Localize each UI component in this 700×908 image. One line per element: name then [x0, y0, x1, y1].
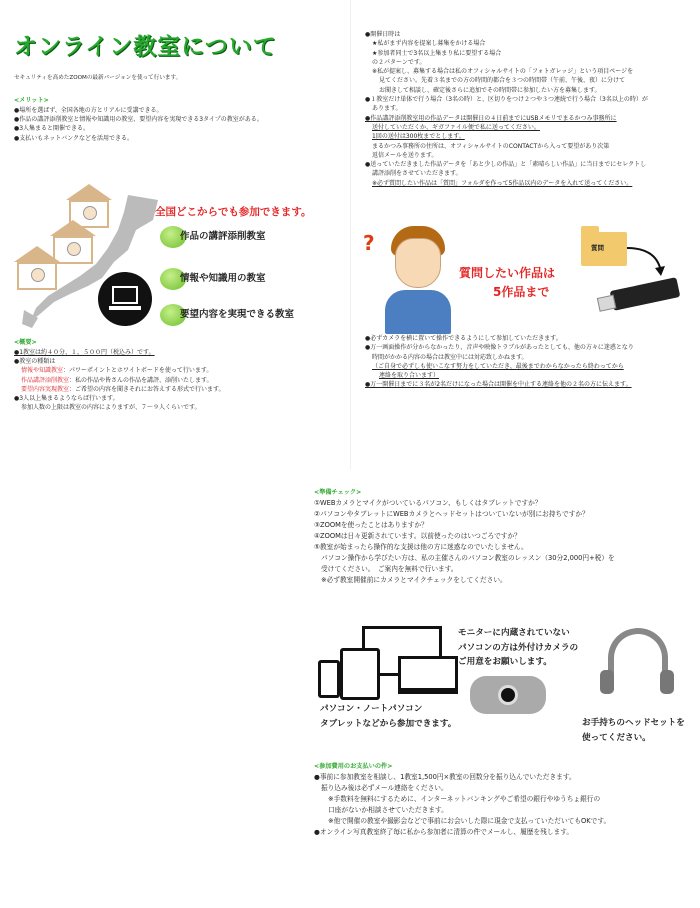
check-list: [314, 498, 615, 586]
question-mark-icon: ?: [363, 231, 375, 255]
page-1: [0, 0, 350, 470]
computer-icon: [98, 272, 152, 326]
text-line: 連絡を取り合います）: [379, 372, 440, 380]
text-line: 受けてください。 ご案内を無料で行います。: [321, 564, 458, 573]
text-line: 要望内容実現教室：ご希望の内容を聞きそれにお答えする形式で行います。: [21, 385, 225, 393]
headset-ear-icon: [600, 670, 614, 694]
merit-section: [14, 96, 263, 143]
merit-list: [14, 106, 263, 143]
payment-heading: <参加費用のお支払いの件>: [314, 763, 393, 770]
text-line: ●万一画面操作が分からなかったり、音声や映像トラブルがあったとしても、他の方々に迷惑となり: [365, 344, 634, 352]
device-caption: パソコン・ノートパソコン タブレットなどから参加できます。: [320, 704, 457, 729]
text-line: ●開催日時は: [365, 31, 401, 38]
equipment-illustration: [310, 620, 695, 755]
japan-illustration: [10, 180, 350, 330]
text-line: ●教室の種類は: [14, 357, 56, 365]
webcam-icon: [470, 676, 546, 714]
text-line: ★私がまず内容を提案し募集をかける場合: [372, 40, 486, 48]
folder-icon: 質問: [581, 232, 627, 266]
thinking-man-icon: [383, 224, 453, 334]
text-line: ●オンライン写真教室終了毎に私から参加者に清算の件でメールし、履歴を残します。: [314, 827, 574, 836]
text-line: 返信メールを送ります。: [372, 151, 438, 159]
text-line: ●必ずカメラを横に置いて操作できるようにして参加していただきます。: [365, 335, 562, 342]
question-caption: 質問したい作品は 5作品まで: [459, 266, 556, 299]
text-line: ●場所を選ばず、全国各地の方とリアルに受講できる。: [14, 106, 163, 114]
text-line: 情報や知識教室：パワーポイントとホワイトボードを使って行います。: [21, 367, 213, 375]
text-line: 1回の送付は300枚までとします。: [372, 133, 465, 141]
rules-list: [365, 334, 634, 390]
text-line: ●万一開催日までに３名が2名だけになった場合は開催を中止する連絡を他の２名の方に伝えます。: [365, 381, 632, 389]
text-line: ※手数料を無料にするために、インターネットバンキングやご希望の銀行やゆうちょ銀行の: [328, 794, 601, 803]
text-line: 作品講評添削教室：私の作品や皆さんの作品を講評、添削いたします。: [21, 376, 213, 384]
headset-icon: [608, 628, 668, 690]
text-line: ※必ず質問したい作品は「質問」フォルダを作って5作品以内のデータを入れて送ってください。: [372, 179, 633, 187]
text-line: ●1教室は約４０分、１，５００円（税込み）です。: [14, 348, 155, 356]
webcam-caption: モニターに内蔵されていない パソコンの方は外付けカメラの ご用意をお願いします。: [458, 628, 579, 668]
text-line: ★参加者同士で3名以上集まり私に要望する場合: [372, 49, 502, 57]
text-line: ※私が提案し、募集する場合は私のオフィシャルサイトの「フォトガレッジ」という項目ページを: [372, 68, 634, 76]
text-line: ②パソコンやタブレットにWEBカメラとヘッドセットはついていないが別にお持ちですか？: [314, 509, 589, 518]
payment-section: [314, 762, 610, 838]
subtitle: セキュリティを高めたZOOMの最新バージョンを使って行います。: [14, 75, 182, 81]
text-line: 振り込み後は必ずメール連絡をください。: [321, 783, 448, 792]
text-line: まるかつみ事務所の住所は、オフィシャルサイトのCONTACTから入って要望があり次第: [372, 142, 610, 150]
illustration-caption: 全国どこからでも参加できます。: [155, 206, 312, 218]
text-line: パソコン操作から学びたい方は、私の主催さんのパソコン教室のレッスン（30分2,000円+税）を: [321, 553, 615, 562]
class-type-badge: 要望内容を実現できる教室: [160, 304, 294, 326]
page-title: オンライン教室について: [14, 34, 277, 60]
text-line: 送付していただくか、ギガファイル便で私に送ってください。: [372, 123, 540, 131]
text-line: ●作品の講評添削教室と情報や知識用の教室、要望内容を実現できる3タイプの教室がある。: [14, 115, 263, 123]
schedule-details: [365, 30, 648, 188]
text-line: ●3人以上集まるようならば行います。: [14, 395, 119, 403]
text-line: ●送っていただきました作品データを「あと少しの作品」と「素晴らしい作品」に当日までにセレクトし: [365, 161, 647, 169]
text-line: ③ZOOMを使ったことはありますか？: [314, 520, 428, 529]
merit-heading: <メリット>: [14, 97, 49, 104]
headset-caption: お手持ちのヘッドセットを 使ってください。: [582, 718, 685, 743]
text-line: ●作品講評添削教室用の作品データは開催日の４日前までにUSBメモリでまるかつみ事務所に: [365, 114, 617, 122]
page-3: [300, 478, 700, 908]
usb-memory-icon: [610, 277, 681, 311]
text-line: ●１教室だけ単体で行う場合（3名の時）と、区切りをつけ２つや３つ連続で行う場合（3名以上の時）が: [365, 96, 648, 104]
text-line: 参加人数の上限は教室の内容によりますが、７〜９人くらいです。: [21, 404, 201, 412]
text-line: あります。: [372, 105, 402, 113]
laptop-icon: [398, 656, 458, 694]
text-line: ●3人集まると開催できる。: [14, 125, 90, 133]
headset-ear-icon: [660, 670, 674, 694]
arrow-icon: [623, 244, 669, 280]
page-2: [350, 0, 700, 470]
text-line: お聞きして相談し、確定後さらに追加でその時間帯に参加したい方を募集します。: [379, 86, 601, 94]
text-line: ※必ず教室開催前にカメラとマイクチェックをしてください。: [321, 575, 507, 584]
class-type-badge: 作品の講評添削教室: [160, 226, 266, 248]
text-line: ①WEBカメラとマイクがついているパソコン、もしくはタブレットですか？: [314, 498, 542, 507]
house-icon: [14, 246, 60, 290]
text-line: ※他で開催の教室や撮影会などで事前にお会いした際に現金で支払っていただいてもOKです。: [328, 816, 611, 825]
overview-section: [14, 338, 225, 413]
text-line: の２パターンです。: [372, 58, 426, 66]
smartphone-icon: [318, 660, 340, 698]
overview-heading: <概要>: [14, 339, 37, 346]
check-section: [314, 488, 615, 586]
text-line: 講評添削をさせていただきます。: [372, 170, 462, 178]
text-line: 時間がかかる内容の場合は教室中には対応致しかねます。: [372, 353, 528, 361]
text-line: （ご自身で必ずしも使いこなす努力をしていただき、最後までわからなかったら終わってから: [372, 362, 624, 370]
question-illustration: [361, 220, 691, 335]
text-line: ●支払いもネットバンクなどを活用できる。: [14, 134, 133, 142]
text-line: ⑤教室が始まったら操作的な支援は他の方に迷惑なのでいたしません。: [314, 542, 528, 551]
check-heading: <準備チェック>: [314, 489, 362, 496]
text-line: ●事前に参加教室を相談し、1教室1,500円×教室の回数分を振り込んでいただきます。: [314, 772, 576, 781]
text-line: 口座がないか相談させていただきます。: [328, 805, 448, 814]
payment-list: [314, 772, 610, 838]
tablet-icon: [340, 648, 380, 700]
class-type-badge: 情報や知識用の教室: [160, 268, 266, 290]
text-line: 見てください。先着３名までの方の時間的都合を３つの時間帯（午前、午後、夜）に分けて: [379, 77, 626, 85]
text-line: ④ZOOMは日々更新されています。以前使ったのはいつごろですか？: [314, 531, 521, 540]
overview-list: [14, 348, 225, 413]
